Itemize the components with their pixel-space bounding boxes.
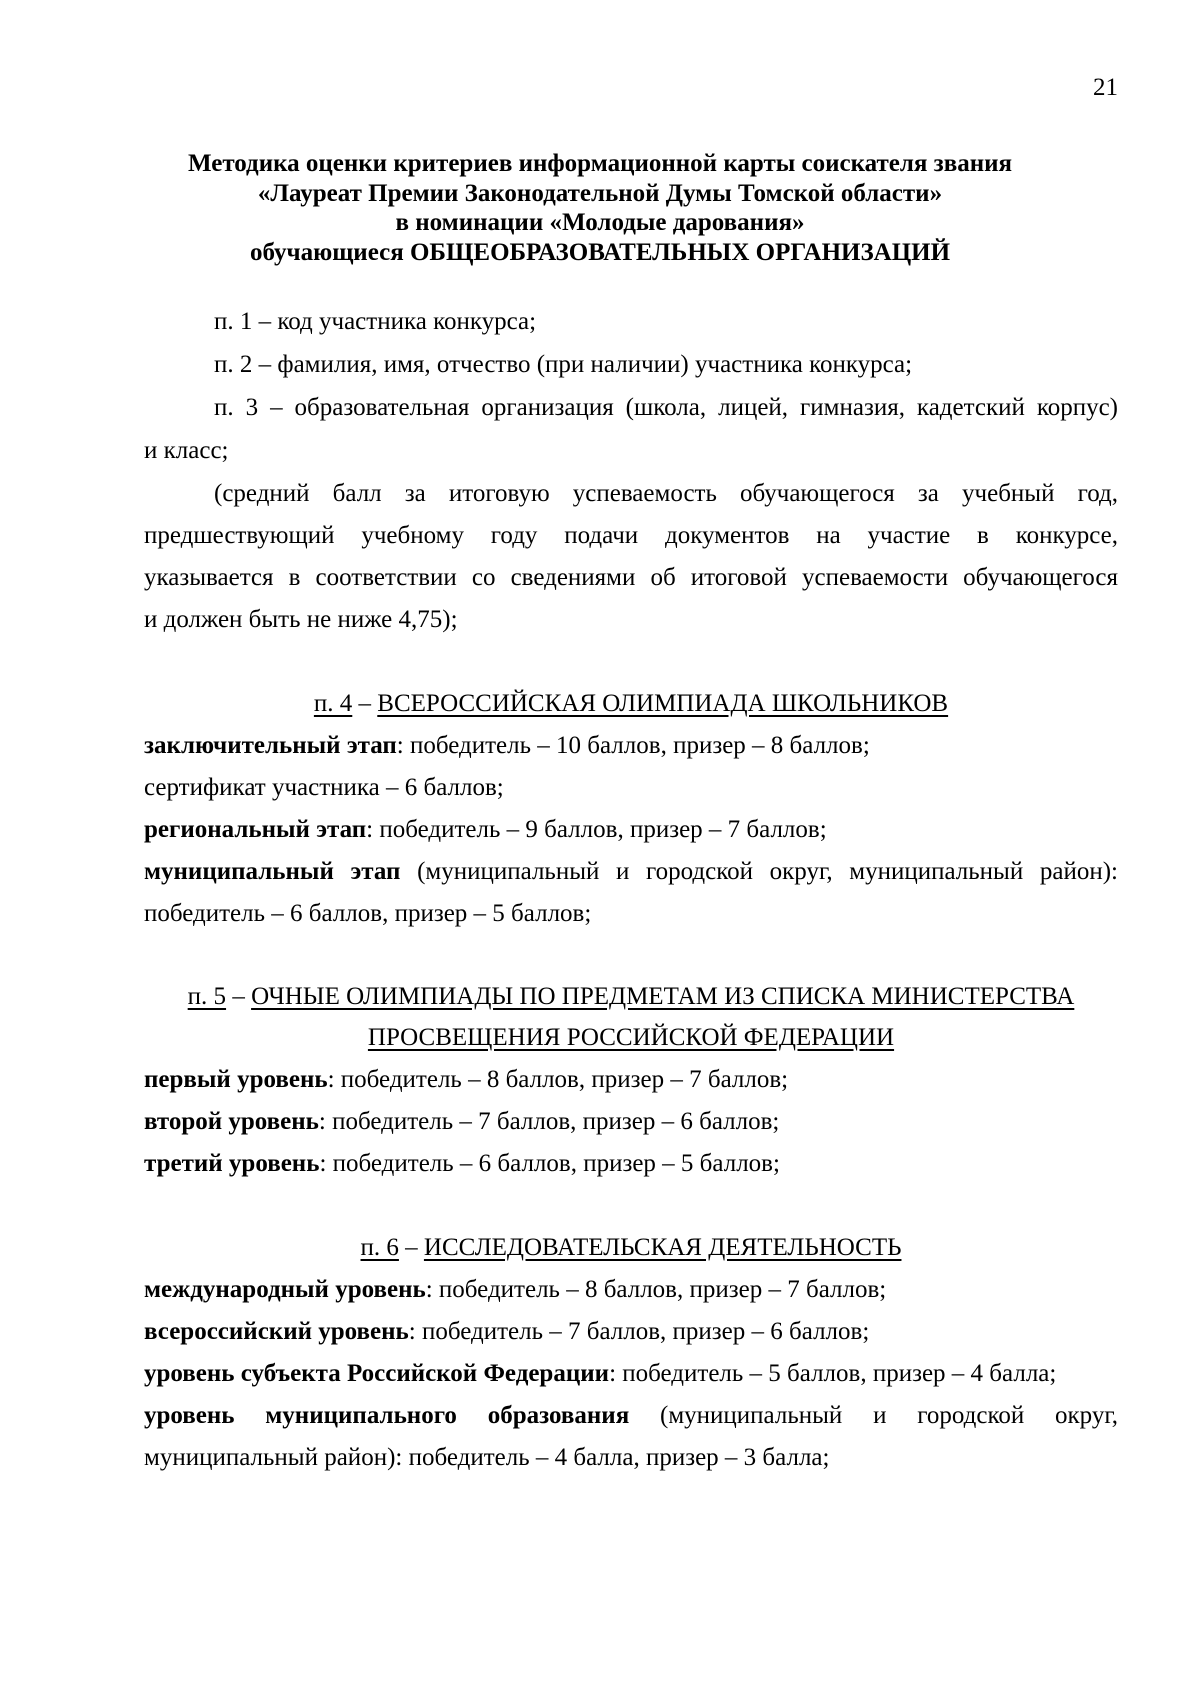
level-1-text: : победитель – 8 баллов, призер – 7 баллов;: [327, 1066, 789, 1093]
section-5-level-2: [144, 1108, 1118, 1136]
section-4-heading: [144, 690, 1118, 718]
item-p2: п. 2 – фамилия, имя, отчество (при наличии) участника конкурса;: [214, 351, 913, 378]
section-6-heading: [144, 1234, 1118, 1262]
section-6-number: п. 6: [360, 1234, 399, 1261]
international-label: международный уровень: [144, 1276, 426, 1303]
section-6-international: [144, 1276, 1118, 1304]
municipal-level-text: (муниципальный и городской округ,: [629, 1402, 1118, 1429]
title-line-1: Методика оценки критериев информационной карты соискателя звания: [187, 150, 1013, 177]
title-line-3: в номинации «Молодые дарования»: [395, 209, 805, 236]
final-stage-label: заключительный этап: [144, 732, 397, 759]
section-6-title: ИССЛЕДОВАТЕЛЬСКАЯ ДЕЯТЕЛЬНОСТЬ: [423, 1234, 902, 1261]
note-line-3: указывается в соответствии со сведениями об итоговой успеваемости обучающегося: [144, 564, 1118, 591]
section-5-number: п. 5: [187, 983, 227, 1010]
section-5-dash: –: [226, 983, 252, 1010]
item-p3-line-2: и класс;: [144, 437, 229, 464]
international-text: : победитель – 8 баллов, призер – 7 баллов;: [425, 1276, 887, 1303]
level-3-text: : победитель – 6 баллов, призер – 5 баллов;: [319, 1150, 780, 1177]
section-4-dash: –: [352, 690, 378, 717]
national-text: : победитель – 7 баллов, призер – 6 баллов;: [408, 1318, 870, 1345]
municipal-stage-label: муниципальный этап: [144, 858, 401, 885]
section-6-national: [144, 1318, 1118, 1346]
note-line-1: (средний балл за итоговую успеваемость обучающегося за учебный год,: [214, 480, 1118, 507]
regional-stage-label: региональный этап: [144, 816, 367, 843]
section-4-certificate: сертификат участника – 6 баллов;: [144, 774, 504, 801]
section-6-municipal-line-2: муниципальный район): победитель – 4 балла, призер – 3 балла;: [144, 1444, 830, 1471]
document-title: [0, 149, 1200, 267]
page-number: 21: [1093, 74, 1118, 101]
section-4-title: ВСЕРОССИЙСКАЯ ОЛИМПИАДА ШКОЛЬНИКОВ: [377, 690, 949, 717]
level-3-label: третий уровень: [144, 1150, 320, 1177]
national-label: всероссийский уровень: [144, 1318, 409, 1345]
final-stage-text: : победитель – 10 баллов, призер – 8 баллов;: [396, 732, 870, 759]
section-6-municipal: [144, 1402, 1118, 1430]
municipal-level-label: уровень муниципального образования: [144, 1402, 630, 1429]
section-5-title-2: ПРОСВЕЩЕНИЯ РОССИЙСКОЙ ФЕДЕРАЦИИ: [367, 1024, 895, 1051]
section-4-municipal-line-2: победитель – 6 баллов, призер – 5 баллов;: [144, 900, 592, 927]
subject-text: : победитель – 5 баллов, призер – 4 балла;: [609, 1360, 1057, 1387]
section-5-heading-line-2: [144, 1024, 1118, 1052]
section-5-level-1: [144, 1066, 1118, 1094]
municipal-stage-text: (муниципальный и городской округ, муниципальный район):: [400, 858, 1118, 885]
title-line-4: обучающиеся ОБЩЕОБРАЗОВАТЕЛЬНЫХ ОРГАНИЗАЦИЙ: [249, 238, 951, 266]
note-line-2: предшествующий учебному году подачи документов на участие в конкурсе,: [144, 522, 1118, 549]
section-4-number: п. 4: [313, 690, 353, 717]
level-1-label: первый уровень: [144, 1066, 328, 1093]
regional-stage-text: : победитель – 9 баллов, призер – 7 баллов;: [366, 816, 827, 843]
item-p3-line-1: п. 3 – образовательная организация (школа, лицей, гимназия, кадетский корпус): [214, 394, 1118, 421]
section-4-regional-stage: [144, 816, 1118, 844]
section-4-final-stage: [144, 732, 1118, 760]
title-line-2: «Лауреат Премии Законодательной Думы Томской области»: [257, 179, 943, 207]
level-2-text: : победитель – 7 баллов, призер – 6 баллов;: [318, 1108, 780, 1135]
section-5-title-1: ОЧНЫЕ ОЛИМПИАДЫ ПО ПРЕДМЕТАМ ИЗ СПИСКА МИНИСТЕРСТВА: [251, 983, 1075, 1010]
section-4-municipal-stage: [144, 858, 1118, 886]
subject-label: уровень субъекта Российской Федерации: [144, 1360, 610, 1387]
section-6-dash: –: [398, 1234, 424, 1261]
note-line-4: и должен быть не ниже 4,75);: [144, 606, 458, 633]
level-2-label: второй уровень: [144, 1108, 319, 1135]
section-5-level-3: [144, 1150, 1118, 1178]
section-5-heading-line-1: [144, 983, 1118, 1011]
section-6-subject: [144, 1360, 1118, 1388]
item-p1: п. 1 – код участника конкурса;: [214, 308, 537, 335]
